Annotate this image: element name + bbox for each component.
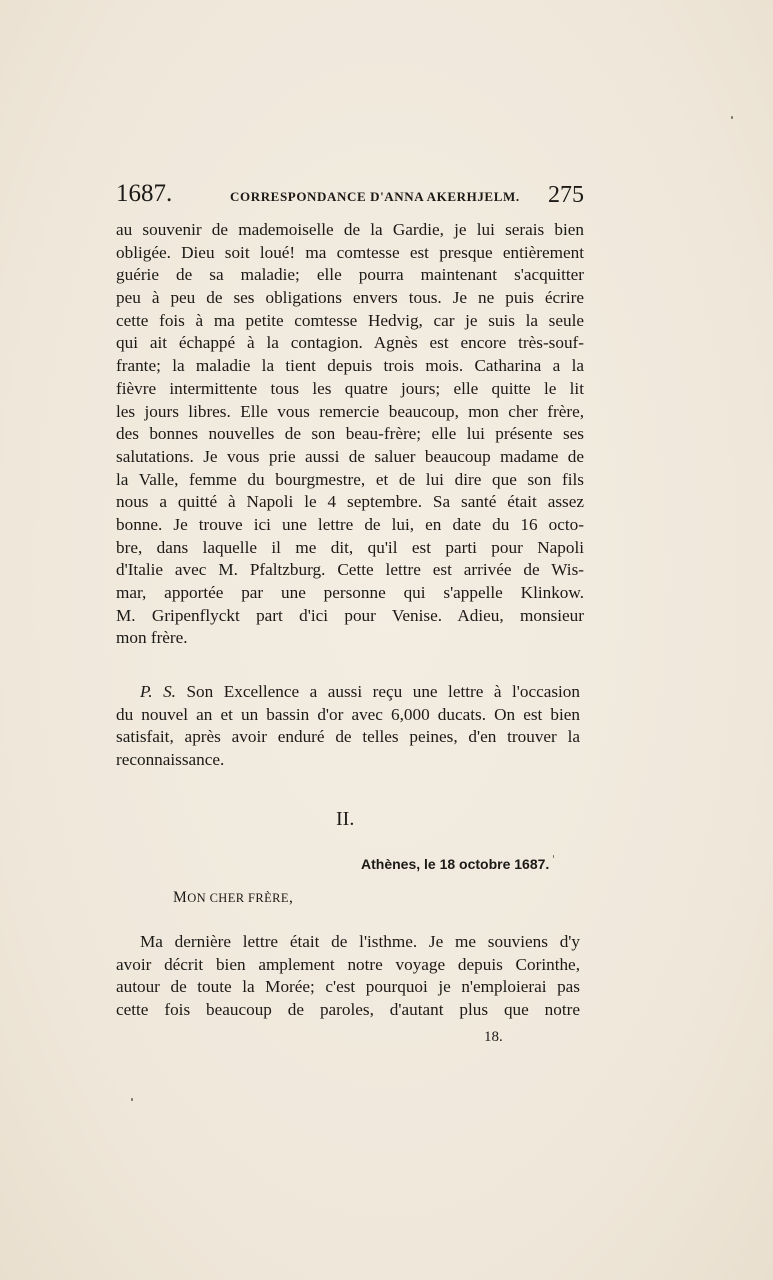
text-line: bre, dans laquelle il me dit, qu'il est parti pour Napoli: [116, 537, 584, 557]
salutation-initial: M: [173, 889, 188, 906]
header-year: 1687.: [116, 180, 173, 207]
page-number: 275: [548, 182, 584, 208]
text-line: Ma dernière lettre était de l'isthme. Je me souviens d'y: [140, 932, 580, 951]
text-line: guérie de sa maladie; elle pourra maintenant s'acquitter: [116, 265, 584, 285]
postscript-label: P. S.: [140, 682, 176, 701]
text-line: M. Gripenflyckt part d'ici pour Venise. Adieu, monsieur: [116, 605, 584, 625]
text-line: la Valle, femme du bourgmestre, et de lui dire que son fils: [116, 469, 584, 489]
paper-speck: [553, 855, 554, 858]
paper-speck: [131, 1098, 133, 1101]
text-line: cette fois à ma petite comtesse Hedvig, car je suis la seule: [116, 310, 584, 330]
text-line: reconnaissance.: [116, 750, 225, 770]
text-line: nous a quitté à Napoli le 4 septembre. Sa santé était assez: [116, 492, 584, 512]
text-line: qui ait échappé à la contagion. Agnès est encore très-souf-: [116, 333, 584, 353]
text-line: du nouvel an et un bassin d'or avec 6,000 ducats. On est bien: [116, 704, 580, 724]
text-line: autour de toute la Morée; c'est pourquoi je n'emploierai pas: [116, 977, 580, 997]
postscript-first-line: [116, 681, 580, 704]
text-line: fièvre intermittente tous les quatre jours; elle quitte le lit: [116, 378, 584, 398]
letter-salutation: [173, 889, 293, 907]
text-line: des bonnes nouvelles de son beau-frère; elle lui présente ses: [116, 424, 584, 444]
letter-dateline: Athènes, le 18 octobre 1687.: [361, 856, 550, 872]
text-line: bonne. Je trouve ici une lettre de lui, en date du 16 octo-: [116, 514, 584, 534]
text-line: les jours libres. Elle vous remercie beaucoup, mon cher frère,: [116, 401, 584, 421]
text-line: peu à peu de ses obligations envers tous. Je ne puis écrire: [116, 288, 584, 308]
text-line: satisfait, après avoir enduré de telles peines, d'en trouver la: [116, 727, 580, 747]
postscript-text: Son Excellence a aussi reçu une lettre à l'occasion: [186, 682, 580, 701]
postscript: [116, 681, 580, 772]
salutation-punct: ,: [288, 889, 294, 906]
running-title: CORRESPONDANCE D'ANNA AKERHJELM.: [230, 189, 520, 204]
salutation-rest: ON CHER FRÈRE: [187, 891, 289, 905]
text-line: frante; la maladie la tient depuis trois mois. Catharina a la: [116, 356, 584, 376]
paragraph-continued: [116, 219, 584, 650]
text-line: mar, apportée par une personne qui s'appelle Klinkow.: [116, 583, 584, 602]
text-line: avoir décrit bien amplement notre voyage depuis Corinthe,: [116, 954, 580, 974]
signature-mark: 18.: [484, 1029, 503, 1045]
text-line: cette fois beaucoup de paroles, d'autant plus que notre: [116, 1000, 580, 1020]
text-line: salutations. Je vous prie aussi de saluer beaucoup madame de: [116, 446, 584, 466]
text-line: d'Italie avec M. Pfaltzburg. Cette lettre est arrivée de Wis-: [116, 560, 584, 580]
section-number: II.: [336, 808, 355, 830]
text-line: mon frère.: [116, 628, 188, 648]
text-line: au souvenir de mademoiselle de la Gardie, je lui serais bien: [116, 220, 584, 239]
text-line: obligée. Dieu soit loué! ma comtesse est presque entièrement: [116, 242, 584, 262]
paper-speck: [731, 116, 733, 119]
running-header: [116, 180, 584, 220]
letter-body: [116, 931, 580, 1022]
